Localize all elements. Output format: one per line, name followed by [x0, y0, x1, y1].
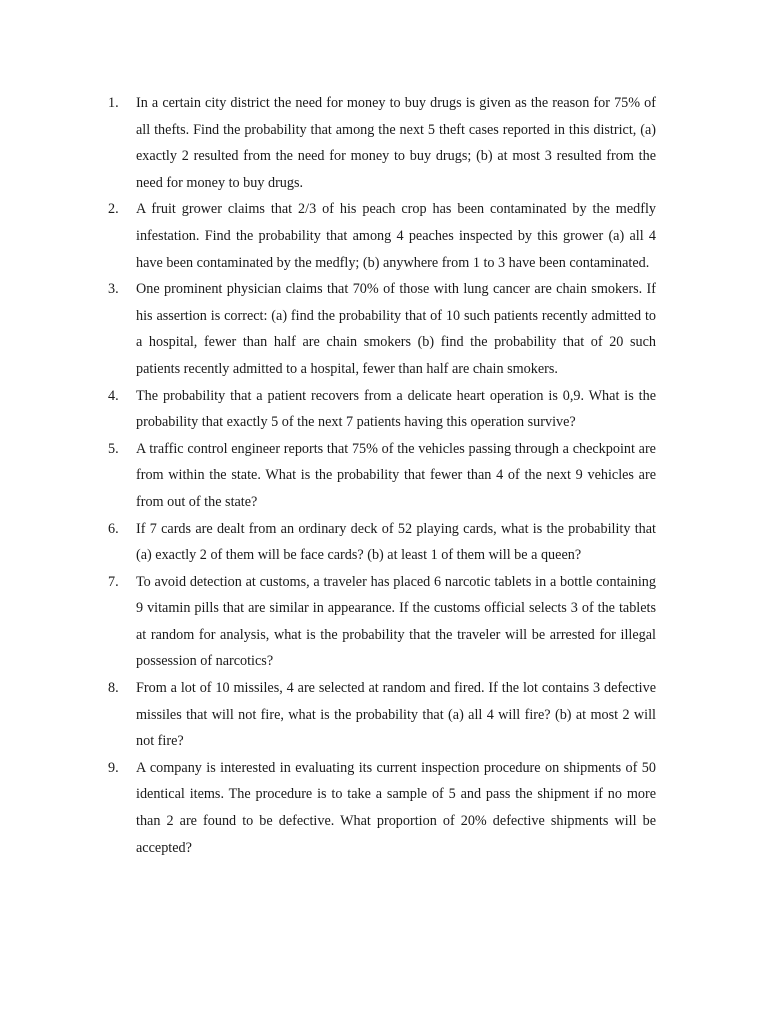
- problem-number: 6.: [108, 520, 119, 537]
- problem-item: [108, 196, 656, 276]
- problem-item: [108, 569, 656, 675]
- problem-number: 2.: [108, 201, 119, 218]
- problem-item: [108, 436, 656, 516]
- problem-item: [108, 755, 656, 861]
- problem-number: 1.: [108, 95, 119, 111]
- problem-item: [108, 516, 656, 569]
- problem-list: [108, 90, 656, 861]
- problem-text: In a certain city district the need for money to buy drugs is given as the reason for 75% of all thefts. Find the probability that among the next 5 theft cases reported in this district, (a) exactly 2 resulted from the need for money to buy drugs; (b) at most 3 resulted from the need for money to buy drugs.: [136, 95, 656, 191]
- problem-text: From a lot of 10 missiles, 4 are selected at random and fired. If the lot contains 3 defective missiles that will not fire, what is the probability that (a) all 4 will fire? (b) at most 2 will not fire?: [136, 680, 656, 750]
- problem-number: 5.: [108, 440, 119, 457]
- problem-text: A fruit grower claims that 2/3 of his peach crop has been contaminated by the medfly infestation. Find the probability that among 4 peaches inspected by this grower (a) all 4 have been contaminated by the medfly; (b) anywhere from 1 to 3 have been contaminated.: [136, 201, 656, 271]
- problem-number: 9.: [108, 759, 119, 776]
- problem-item: [108, 276, 656, 382]
- problem-text: One prominent physician claims that 70% of those with lung cancer are chain smokers. If his assertion is correct: (a) find the probability that of 10 such patients recently admitted to a hospital, fewer than half are chain smokers (b) find the probability that of 20 such patients recently admitted to a hospital, fewer than half are chain smokers.: [136, 281, 656, 377]
- problem-item: [108, 383, 656, 436]
- problem-text: If 7 cards are dealt from an ordinary deck of 52 playing cards, what is the probability that (a) exactly 2 of them will be face cards? (b) at least 1 of them will be a queen?: [136, 520, 656, 564]
- problem-number: 3.: [108, 281, 119, 298]
- problem-number: 7.: [108, 573, 119, 590]
- problem-text: A company is interested in evaluating its current inspection procedure on shipments of 50 identical items. The procedure is to take a sample of 5 and pass the shipment if no more than 2 are found to be defective. What proportion of 20% defective shipments will be accepted?: [136, 759, 656, 856]
- problem-text: A traffic control engineer reports that 75% of the vehicles passing through a checkpoint are from within the state. What is the probability that fewer than 4 of the next 9 vehicles are from out of the state?: [136, 440, 656, 510]
- problem-item: [108, 90, 656, 196]
- problem-item: [108, 675, 656, 755]
- problem-text: The probability that a patient recovers from a delicate heart operation is 0,9. What is the probability that exactly 5 of the next 7 patients having this operation survive?: [136, 387, 656, 431]
- problem-number: 8.: [108, 680, 119, 697]
- problem-number: 4.: [108, 387, 119, 404]
- problem-text: To avoid detection at customs, a traveler has placed 6 narcotic tablets in a bottle containing 9 vitamin pills that are similar in appearance. If the customs official selects 3 of the tablets at random for analysis, what is the probability that the traveler will be arrested for illegal possession of narcotics?: [136, 573, 656, 670]
